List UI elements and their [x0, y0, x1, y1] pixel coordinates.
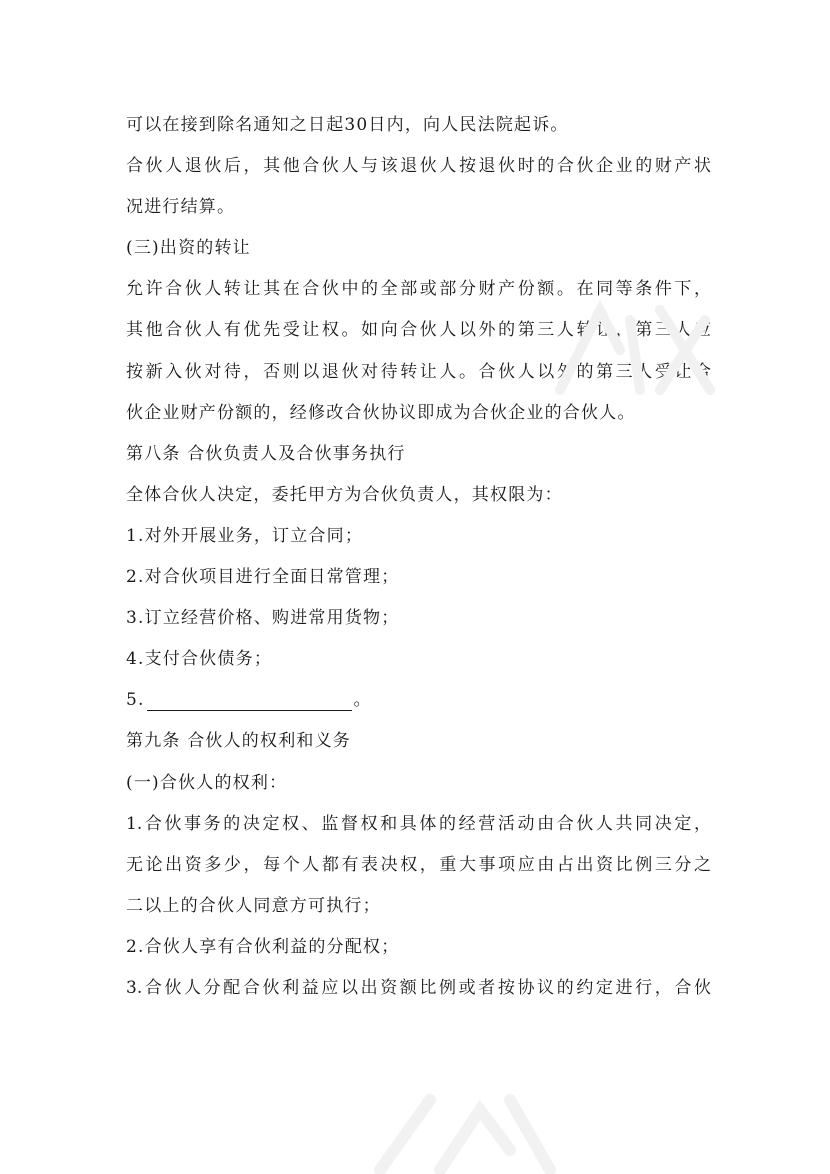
list-item-3: 3.订立经营价格、购进常用货物；: [126, 608, 400, 629]
document-body: [126, 105, 711, 1009]
list-item-5-prefix: 5.: [126, 690, 145, 711]
article-heading-8: 第八条 合伙负责人及合伙事务执行: [126, 443, 406, 464]
text-line-22: 3.合伙人分配合伙利益应以出资额比例或者按协议的约定进行，合伙: [126, 977, 711, 998]
article-heading-9: 第九条 合伙人的权利和义务: [126, 731, 352, 752]
text-line-3: 况进行结算。: [126, 197, 236, 218]
text-line-8: 伙企业财产份额的，经修改合伙协议即成为合伙企业的合伙人。: [126, 402, 636, 423]
list-item-1: 1.对外开展业务，订立合同；: [126, 525, 364, 546]
section-heading-transfer: (三)出资的转让: [126, 238, 251, 259]
section-heading-rights: (一)合伙人的权利：: [126, 772, 288, 793]
text-line-21: 2.合伙人享有合伙利益的分配权；: [126, 936, 400, 957]
text-line-5: 允许合伙人转让其在合伙中的全部或部分财产份额。在同等条件下，: [126, 279, 711, 300]
text-line-20: 二以上的合伙人同意方可执行；: [126, 895, 381, 916]
list-item-5-suffix: 。: [353, 690, 372, 711]
text-line-10: 全体合伙人决定，委托甲方为合伙负责人，其权限为：: [126, 484, 563, 505]
text-line-18: 1.合伙事务的决定权、监督权和具体的经营活动由合伙人共同决定，: [126, 813, 711, 834]
text-line-1: 可以在接到除名通知之日起30日内，向人民法院起诉。: [126, 115, 569, 135]
text-line-7: 按新入伙对待，否则以退伙对待转让人。合伙人以外的第三人受让合: [126, 361, 711, 382]
list-item-4: 4.支付合伙债务；: [126, 649, 273, 670]
list-item-5: [126, 680, 711, 721]
fill-in-blank: [147, 684, 352, 711]
text-line-19: 无论出资多少，每个人都有表决权，重大事项应由占出资比例三分之: [126, 854, 711, 875]
text-line-2: 合伙人退伙后，其他合伙人与该退伙人按退伙时的合伙企业的财产状: [126, 156, 711, 177]
list-item-2: 2.对合伙项目进行全面日常管理；: [126, 567, 400, 588]
text-line-6: 其他合伙人有优先受让权。如向合伙人以外的第三人转让，第三人应: [126, 320, 711, 341]
watermark-graphic-bottom: [360, 1080, 560, 1174]
